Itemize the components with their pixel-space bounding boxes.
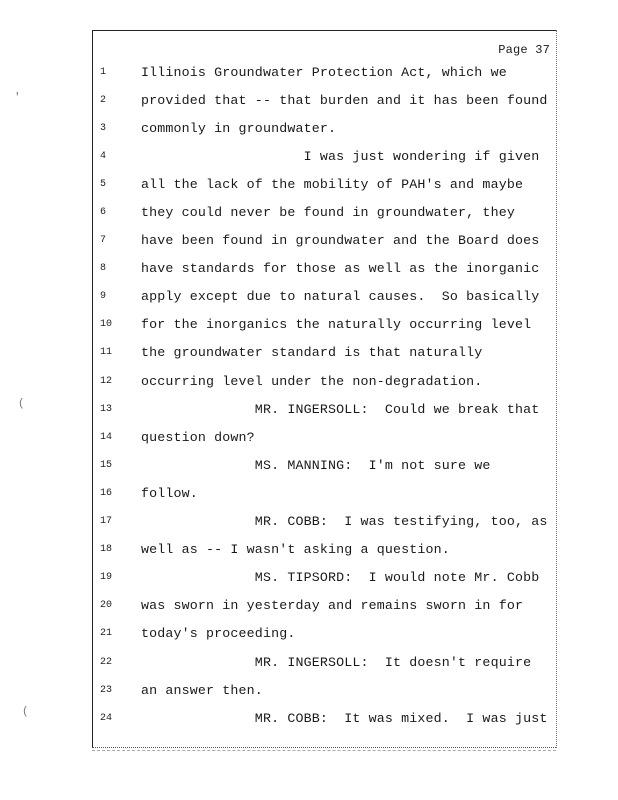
line-number: 14 — [100, 431, 113, 443]
line-number: 16 — [100, 487, 113, 499]
transcript-line — [100, 704, 556, 732]
line-text: MR. INGERSOLL: Could we break that — [141, 401, 540, 417]
page-number: Page 37 — [498, 43, 550, 57]
transcript-line — [100, 339, 556, 367]
line-text: MR. COBB: It was mixed. I was just — [141, 710, 548, 726]
transcript-line — [100, 227, 556, 255]
transcript-line — [100, 311, 556, 339]
line-text: was sworn in yesterday and remains sworn in for — [141, 598, 524, 614]
transcript-line — [100, 479, 556, 507]
line-number: 2 — [100, 94, 107, 106]
line-number: 12 — [100, 375, 113, 387]
line-number: 3 — [100, 122, 107, 134]
transcript-body — [100, 58, 556, 732]
line-text: they could never be found in groundwater, they — [141, 205, 515, 221]
line-number: 17 — [100, 516, 113, 528]
transcript-line — [100, 676, 556, 704]
transcript-line — [100, 395, 556, 423]
line-text: provided that -- that burden and it has been found — [141, 92, 548, 108]
line-number: 24 — [100, 712, 113, 724]
margin-mark: ( — [22, 706, 29, 718]
line-text: Illinois Groundwater Protection Act, which we — [141, 64, 507, 80]
line-number: 7 — [100, 235, 107, 247]
line-text: MS. TIPSORD: I would note Mr. Cobb — [141, 570, 540, 586]
transcript-line — [100, 142, 556, 170]
line-number: 10 — [100, 319, 113, 331]
line-number: 21 — [100, 628, 113, 640]
transcript-line — [100, 58, 556, 86]
line-number: 22 — [100, 656, 113, 668]
line-number: 13 — [100, 403, 113, 415]
line-text: well as -- I wasn't asking a question. — [141, 542, 450, 558]
line-number: 19 — [100, 572, 113, 584]
transcript-line — [100, 198, 556, 226]
line-number: 23 — [100, 684, 113, 696]
transcript-line — [100, 423, 556, 451]
line-text: follow. — [141, 485, 198, 501]
transcript-line — [100, 592, 556, 620]
line-text: have been found in groundwater and the Board does — [141, 233, 540, 249]
line-text: commonly in groundwater. — [141, 120, 337, 136]
line-number: 9 — [100, 291, 107, 303]
transcript-line — [100, 170, 556, 198]
line-text: MS. MANNING: I'm not sure we — [141, 457, 491, 473]
line-text: the groundwater standard is that naturally — [141, 345, 483, 361]
line-text: occurring level under the non-degradation. — [141, 373, 483, 389]
page-bottom-edge — [92, 750, 556, 751]
transcript-line — [100, 451, 556, 479]
line-text: apply except due to natural causes. So basically — [141, 289, 540, 305]
margin-mark: ' — [14, 92, 21, 104]
transcript-line — [100, 114, 556, 142]
line-text: an answer then. — [141, 682, 263, 698]
transcript-line — [100, 536, 556, 564]
transcript-line — [100, 648, 556, 676]
margin-mark: ( — [18, 398, 25, 410]
line-text: question down? — [141, 429, 255, 445]
line-text: for the inorganics the naturally occurring level — [141, 317, 532, 333]
line-text: all the lack of the mobility of PAH's and maybe — [141, 176, 524, 192]
line-text: MR. COBB: I was testifying, too, as — [141, 514, 548, 530]
page-right-edge — [556, 30, 557, 748]
transcript-line — [100, 620, 556, 648]
line-number: 15 — [100, 459, 113, 471]
transcript-line — [100, 367, 556, 395]
line-number: 4 — [100, 150, 107, 162]
line-text: I was just wondering if given — [141, 148, 540, 164]
transcript-line — [100, 86, 556, 114]
line-text: have standards for those as well as the inorganic — [141, 261, 540, 277]
transcript-line — [100, 255, 556, 283]
transcript-line — [100, 283, 556, 311]
line-number: 11 — [100, 347, 113, 359]
line-number: 5 — [100, 178, 107, 190]
line-text: MR. INGERSOLL: It doesn't require — [141, 654, 532, 670]
line-number: 1 — [100, 66, 107, 78]
line-number: 6 — [100, 207, 107, 219]
line-number: 20 — [100, 600, 113, 612]
transcript-line — [100, 508, 556, 536]
line-number: 8 — [100, 263, 107, 275]
line-number: 18 — [100, 544, 113, 556]
transcript-line — [100, 564, 556, 592]
line-text: today's proceeding. — [141, 626, 296, 642]
